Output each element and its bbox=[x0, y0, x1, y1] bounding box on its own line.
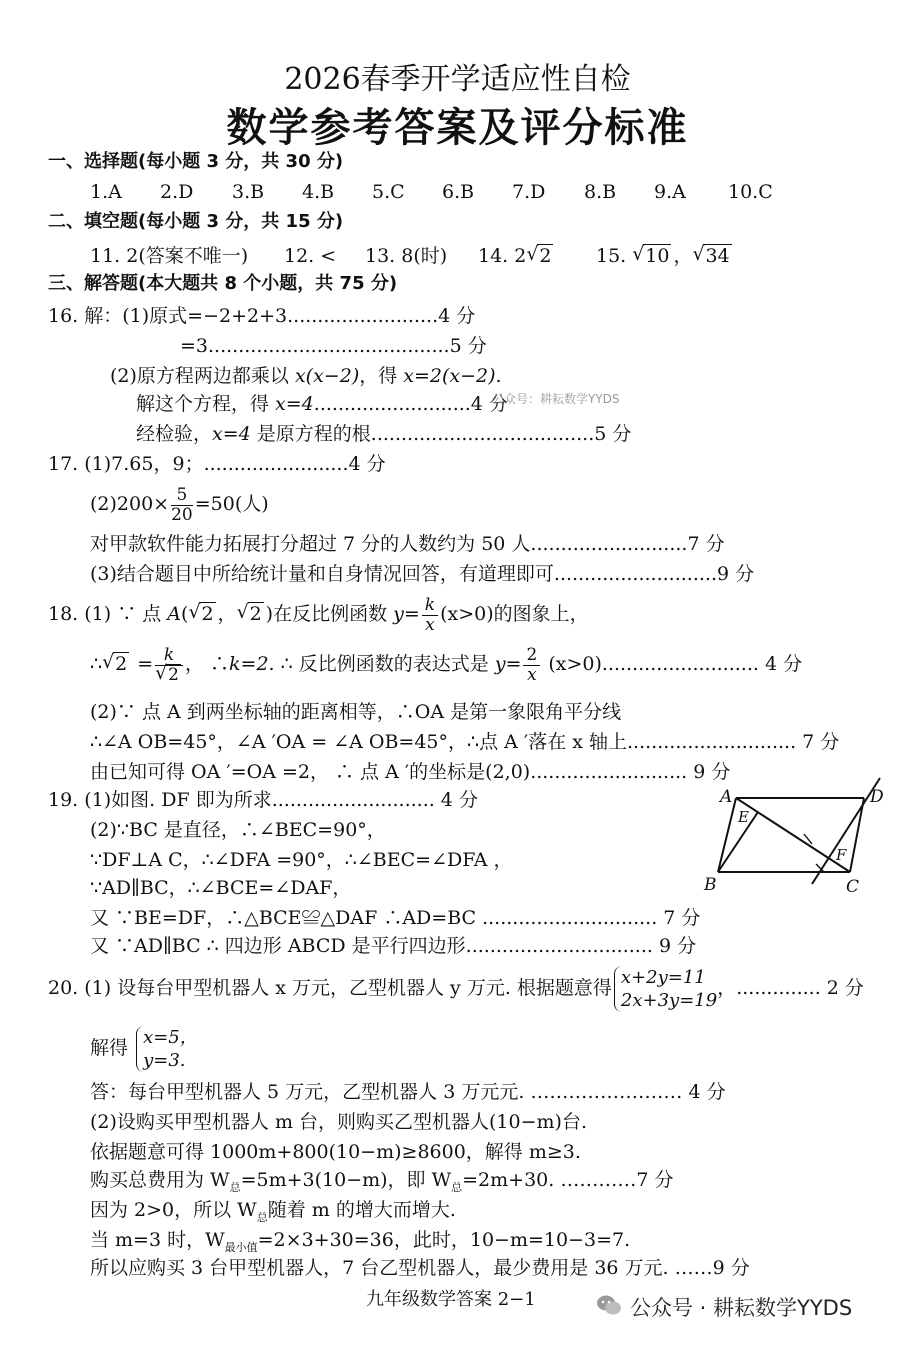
q16-line-1: 16. 解：(1)原式=−2+2+3.........................4 分 bbox=[48, 305, 476, 327]
section-fill-heading: 二、填空题(每小题 3 分，共 15 分) bbox=[48, 211, 344, 232]
q20-line-6: 购买总费用为 $W_总=5m+3(10-m)$，即 $W_总=2m+30$. …………7 分 bbox=[90, 1169, 674, 1194]
q17-line-4: (3)结合题目中所给统计量和自身情况回答，有道理即可...........................9 分 bbox=[90, 563, 755, 585]
watermark-bottom: 公众号 · 耕耘数学YYDS bbox=[630, 1296, 853, 1320]
section-solution-heading: 三、解答题(本大题共 8 个小题，共 75 分) bbox=[48, 273, 398, 294]
q20-line-9: 所以应购买 3 台甲型机器人，7 台乙型机器人，最少费用是 36 万元. ……9 分 bbox=[90, 1257, 750, 1279]
page-footer: 九年级数学答案 2−1 bbox=[366, 1289, 536, 1310]
answer-10: 10.C bbox=[728, 181, 773, 203]
q20-line-7: 因为 2>0，所以 $W_总$随着 m 的增大而增大. bbox=[90, 1199, 456, 1224]
q18-line-1: 18. (1) ∵ 点 A( √ 2 ， √ 2 )在反比例函数 y= $\frac{k}{x}$ (x>0)的图象上， bbox=[48, 594, 589, 635]
q18-line-4: ∴∠A OB=45°，∠A ′OA = ∠A OB=45°，∴点 A ′落在 x 轴上............................ 7 分 bbox=[90, 731, 840, 753]
q18-line-3: (2)∵ 点 A 到两坐标轴的距离相等，∴OA 是第一象限角平分线 bbox=[90, 701, 622, 723]
fill-answer-12: 12. < bbox=[284, 245, 337, 267]
q19-line-1: 19. (1)如图. DF 即为所求........................... 4 分 bbox=[48, 789, 478, 811]
parallelogram-figure bbox=[700, 772, 900, 902]
fill-answer-11: 11. 2(答案不唯一) bbox=[90, 245, 249, 267]
answer-7: 7.D bbox=[512, 181, 546, 203]
answer-2: 2.D bbox=[160, 181, 194, 203]
label-a: A bbox=[720, 787, 733, 807]
label-d: D bbox=[870, 787, 884, 807]
exam-subtitle: 2026春季开学适应性自检 bbox=[284, 62, 631, 97]
answer-5: 5.C bbox=[372, 181, 405, 203]
answer-4: 4.B bbox=[302, 181, 335, 203]
page-title: 数学参考答案及评分标准 bbox=[226, 105, 689, 151]
wechat-icon bbox=[596, 1294, 622, 1316]
q16-line-2: =3........................................5 分 bbox=[180, 335, 487, 357]
q18-line-2: ∴ √ 2 = k √ 2 ， ∴k=2. ∴ 反比例函数的表达式是 y= $\frac{2}{x}$ (x>0).......................... 4 分 bbox=[90, 644, 803, 685]
q17-line-2: (2)200× $\frac{5}{20}$ =50(人) bbox=[90, 484, 269, 525]
q20-line-2: 解得 x=5， y=3. bbox=[90, 1027, 198, 1071]
q16-line-4: 解这个方程，得 x=4..........................4 分 bbox=[136, 393, 508, 415]
q20-line-1: 20. (1) 设每台甲型机器人 x 万元，乙型机器人 y 万元. 根据题意得 x+2y=11 2x+3y=19 ，.............. 2 分 bbox=[48, 967, 864, 1011]
q17-line-1: 17. (1)7.65，9；........................4 分 bbox=[48, 453, 386, 475]
q16-line-5: 经检验，x=4 是原方程的根.....................................5 分 bbox=[136, 423, 632, 445]
q19-line-2: (2)∵BC 是直径，∴∠BEC=90°， bbox=[90, 819, 386, 841]
q19-line-5: 又 ∵BE=DF，∴△BCE≌△DAF ∴AD=BC ............................. 7 分 bbox=[90, 907, 701, 929]
q20-line-3: 答：每台甲型机器人 5 万元，乙型机器人 3 万元元. …………………… 4 分 bbox=[90, 1081, 726, 1103]
q20-line-4: (2)设购买甲型机器人 m 台，则购买乙型机器人(10−m)台. bbox=[90, 1111, 587, 1133]
label-b: B bbox=[704, 875, 717, 895]
fill-answer-14: 14. 2 √ 2 bbox=[478, 243, 552, 267]
label-f: F bbox=[836, 846, 847, 864]
q20-line-8: 当 m=3 时，$W_{最小值}=2\times 3+30=36$，此时，10−m=10−3=7. bbox=[90, 1229, 631, 1254]
label-c: C bbox=[846, 877, 860, 897]
diagonal-ac bbox=[736, 798, 850, 872]
q16-line-3: (2)原方程两边都乘以 x(x−2)，得 x=2(x−2). bbox=[110, 365, 502, 387]
section-choice-heading: 一、选择题(每小题 3 分，共 30 分) bbox=[48, 151, 344, 172]
q20-line-5: 依据题意可得 1000m+800(10−m)≥8600，解得 m≥3. bbox=[90, 1141, 581, 1163]
q19-line-4: ∵AD∥BC，∴∠BCE=∠DAF， bbox=[90, 877, 352, 899]
watermark-middle: 公众号：耕耘数学YYDS bbox=[492, 392, 620, 406]
answer-8: 8.B bbox=[584, 181, 617, 203]
answer-1: 1.A bbox=[90, 181, 122, 203]
answer-3: 3.B bbox=[232, 181, 265, 203]
side-ab bbox=[718, 798, 736, 872]
q19-line-6: 又 ∵AD∥BC ∴ 四边形 ABCD 是平行四边形............................... 9 分 bbox=[90, 935, 697, 957]
q19-line-3: ∵DF⊥A C，∴∠DFA =90°，∴∠BEC=∠DFA ， bbox=[90, 849, 513, 871]
q18-line-5: 由已知可得 OA ′=OA =2， ∴ 点 A ′的坐标是(2,0).......................... 9 分 bbox=[90, 761, 731, 783]
fill-answer-13: 13. 8(时) bbox=[365, 245, 448, 267]
answer-9: 9.A bbox=[654, 181, 686, 203]
label-e: E bbox=[738, 808, 749, 826]
answer-6: 6.B bbox=[442, 181, 475, 203]
fill-answer-15: 15. √ 10 ， √ 34 bbox=[596, 243, 730, 267]
q17-line-3: 对甲款软件能力拓展打分超过 7 分的人数约为 50 人..........................7 分 bbox=[90, 533, 725, 555]
side-cd bbox=[850, 798, 864, 872]
